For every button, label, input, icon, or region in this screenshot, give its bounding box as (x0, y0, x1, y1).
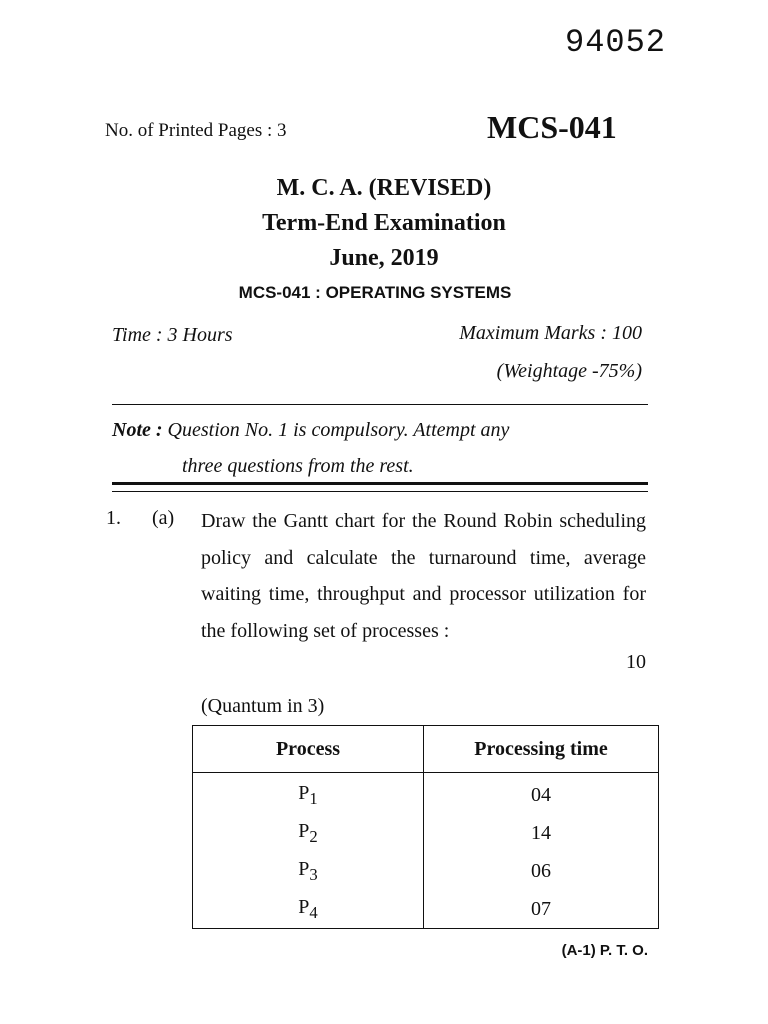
question-text: Draw the Gantt chart for the Round Robin scheduling policy and calculate the turnaround time, average waiting time, throughput and processor utilization for the following set of processes : (201, 510, 646, 642)
process-table (192, 725, 659, 929)
time-allowed: Time : 3 Hours (112, 324, 233, 346)
column-header-process: Process (193, 726, 424, 773)
question-number: 1. (106, 507, 121, 529)
printed-pages: No. of Printed Pages : 3 (105, 120, 287, 141)
column-header-processing-time: Processing time (424, 726, 659, 773)
processing-time-cell: 06 (531, 859, 551, 882)
processing-time-cell: 14 (531, 821, 551, 844)
page-turn-over: (A-1) P. T. O. (561, 942, 648, 959)
weightage: (Weightage -75%) (496, 360, 642, 382)
session-title: June, 2019 (329, 245, 439, 271)
table-row (193, 890, 659, 929)
maximum-marks: Maximum Marks : 100 (459, 322, 642, 344)
process-cell: $P_3$ (193, 852, 424, 890)
table-row (193, 814, 659, 852)
process-cell: $P_1$ (193, 773, 424, 815)
table-row (193, 852, 659, 890)
table-header-row (193, 726, 659, 773)
note-label: Note : (112, 419, 163, 441)
quantum-note: (Quantum in 3) (201, 695, 325, 717)
note-line-1: Question No. 1 is compulsory. Attempt any (167, 419, 510, 441)
paper-code: 94052 (564, 24, 666, 61)
question-part: (a) (152, 507, 175, 529)
process-cell: $P_4$ (193, 890, 424, 929)
exam-title: Term-End Examination (262, 210, 506, 236)
subject-title: MCS-041 : OPERATING SYSTEMS (238, 283, 512, 302)
table-row (193, 773, 659, 815)
programme-title: M. C. A. (REVISED) (276, 175, 492, 201)
divider-top (112, 404, 648, 405)
note-block (112, 412, 652, 484)
processing-time-cell: 07 (531, 897, 551, 920)
process-cell: $P_2$ (193, 814, 424, 852)
processing-time-cell: 04 (531, 783, 551, 806)
course-code: MCS-041 (487, 109, 617, 145)
question-marks: 10 (626, 651, 646, 673)
note-line-2: three questions from the rest. (182, 455, 414, 477)
double-divider (112, 482, 648, 492)
